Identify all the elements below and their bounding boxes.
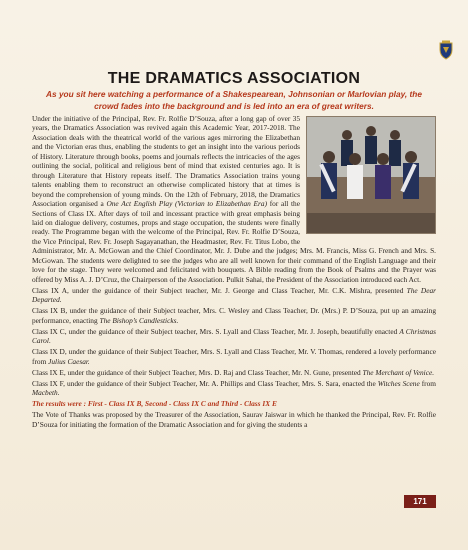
class-ix-e-paragraph: Class IX E, under the guidance of their Subject Teacher, Mrs. D. Raj and Class Teacher, Mr. N. Gune, presented The Merchant of Venice. (32, 367, 435, 377)
event-name: One Act English Play (Victorian to Elizabethan Era) (106, 199, 268, 209)
article-body (32, 114, 436, 431)
page-subtitle: As you sit here watching a performance of a Shakespearean, Johnsonian or Marlovian play, the crowd fades into the background and is led into an era of great writers. (46, 89, 422, 111)
group-photo (306, 116, 436, 234)
intro-paragraph: Under the initiative of the Principal, Rev. Fr. Rolfie D’Souza, after a long gap of over 35 years, the Dramatics Association was revived again this Academic Year, 2017-2018. The Association deals with the theatrical world of the various ages mirroring the Elizabethan and the Victorian eras thus, enabling the students to get an insight into the various periods of History. Literature through books, poems and journals reflects the intricacies of the ages outlining the social, political and religious bent of mind that existed centuries ago. It is through Literature that History repeats itself. The Dramatics Association trains young talents enabling them to reconstruct an otherwise complicated history that at times is beyond the comprehension of young minds. On the 12th of February, 2018, the Dramatics Association organised a One Act English Play (Victorian to Elizabethan Era) for all the Sections of Class IX. After days of toil and incessant practice with great emphasis being laid on dialogue delivery, costumes, props and stage occupation, the students were finally ready. The Programme began with the welcome of the Principal, Rev. Fr. Rolfie D’Souza, the Vice Principal, Rev. Fr. Joseph Sagayanathan, the Headmaster, Rev. Fr. Titus Lobo, the Administrator, Mr. A. McGowan and the Chief Coordinator, Mr. J. Dube and the judges; Mrs. M. Francis, Miss G. French and Mrs. S. McGowan. The students were delighted to see the judges who are all well known for their command of the English Language and their love for the stage. They were welcomed and felicitated with bouquets. A Bible reading from the Book of Psalms and the Prayer was offered by Miss A. J. D’Cruz, the Chairperson of the Association. Pulkit Sahai, the President of the Association introduced each Act. (32, 114, 436, 284)
vote-of-thanks-paragraph: The Vote of Thanks was proposed by the Treasurer of the Association, Saurav Jaiswar in which he thanked the Principal, Rev. Fr. Rolfie D’Souza for initiating the formation of the Dramatic Association and for giving the students a (32, 410, 436, 429)
page-number-badge: 171 (404, 495, 436, 508)
page-title: THE DRAMATICS ASSOCIATION (107, 70, 361, 87)
class-ix-c-paragraph: Class IX C, under the guidance of their Subject teacher, Mrs. S. Lyall and Class Teacher, Mr. J. Joseph, beautifully enacted A Christmas Carol. (32, 326, 437, 346)
school-crest-icon (438, 40, 454, 60)
class-ix-b-paragraph: Class IX B, under the guidance of their Subject teacher, Mrs. C. Wesley and Class Teacher, Dr. (Mrs.) P. D’Souza, put up an amazing performance, enacting The Bishop’s Candlesticks. (32, 306, 436, 325)
class-ix-d-paragraph: Class IX D, under the guidance of their Subject Teacher, Mrs. S. Lyall and Class Teacher, Mr. V. Thomas, rendered a lovely performance from Julius Caesar. (32, 347, 436, 366)
class-ix-f-paragraph: Class IX F, under the guidance of their Subject Teacher, Mr. A. Phillips and Class Teacher, Mrs. S. Sara, enacted the Witches Scene from Macbeth. (32, 378, 436, 398)
results-line: The results were : First - Class IX B, Second - Class IX C and Third - Class IX E (32, 399, 277, 409)
class-ix-a-paragraph: Class IX A, under the guidance of their Subject teacher, Mr. J. George and Class Teacher, Mr. C.K. Mishra, presented The Dear Departed. (32, 285, 436, 305)
